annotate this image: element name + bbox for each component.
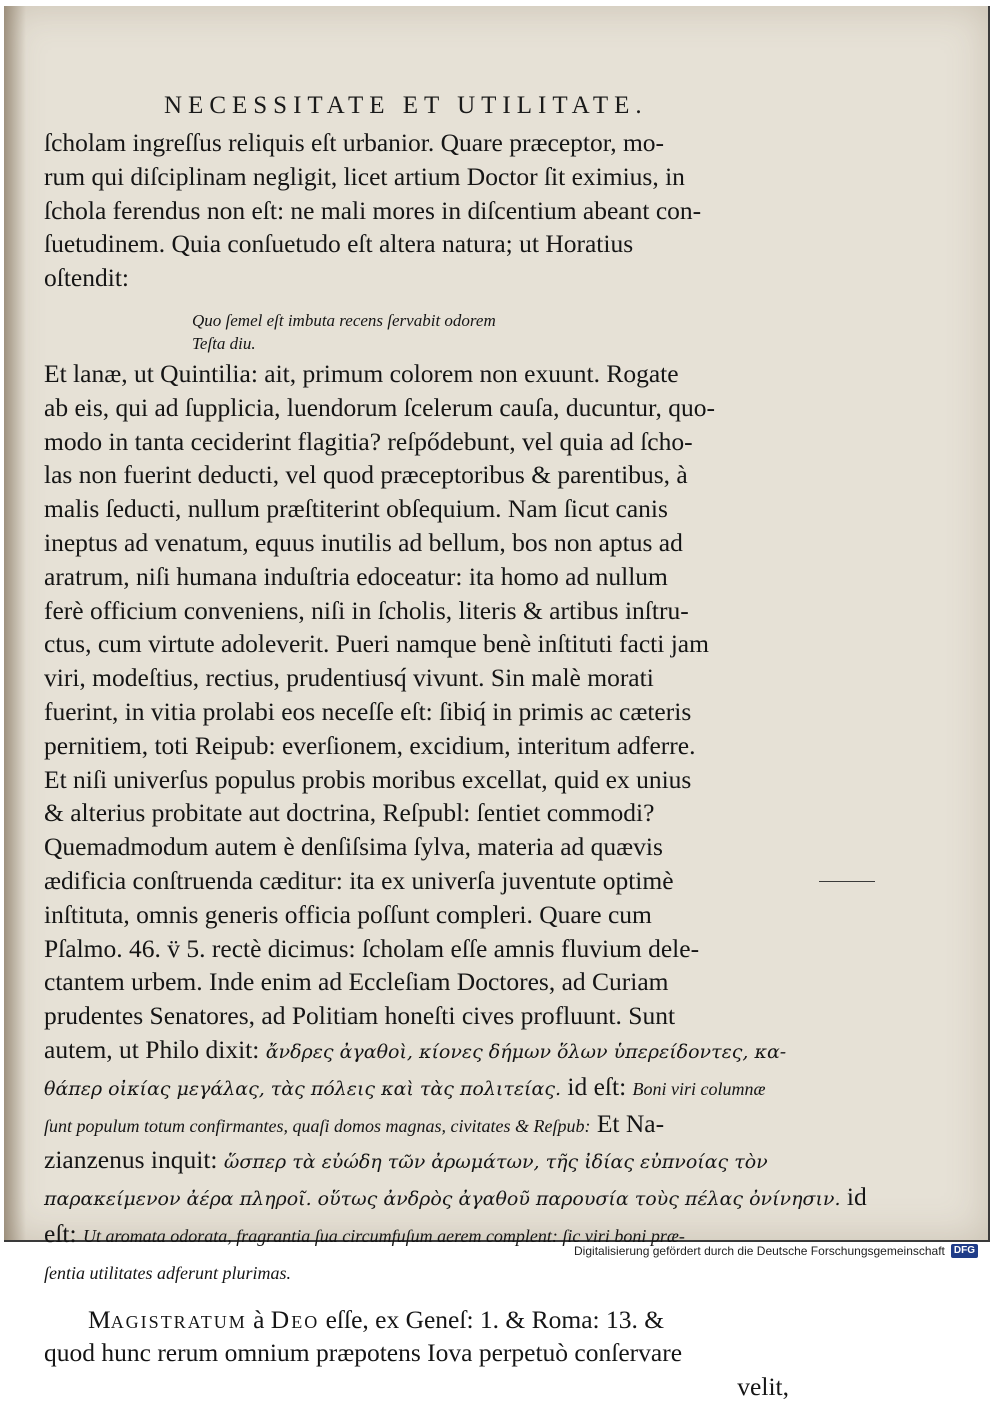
greek-text: ἄνδρες ἀγαθοὶ, κίονες δήμων ὅλων ὑπερείδοντες, κα- (265, 1040, 787, 1063)
text-span: eſt: (44, 1218, 83, 1248)
text-line: viri, modeſtius, rectius, prudentiusq́ vivunt. Sin malè morati (44, 663, 654, 693)
text-line: Et lanæ, ut Quintilia: ait, primum colorem non exuunt. Rogate (44, 358, 679, 388)
footer-credit (574, 1244, 978, 1258)
text-line: Pſalmo. 46. v̈ 5. rectè dicimus: ſcholam eſſe amnis fluvium dele- (44, 933, 700, 963)
text-line: ferè officium conveniens, niſi in ſcholis, literis & artibus inſtru- (44, 595, 689, 625)
greek-text: θάπερ οἰκίας μεγάλας, τὰς πόλεις καὶ τὰς πολιτείας. (44, 1077, 561, 1100)
running-head: NECESSITATE ET UTILITATE. (164, 92, 648, 119)
text-line: Quemadmodum autem è denſiſsima ſylva, materia ad quævis (44, 832, 663, 862)
text-line: modo in tanta ceciderint flagitia? reſpődebunt, vel quia ad ſcho- (44, 426, 693, 456)
horace-quotation (44, 295, 789, 357)
text-line: fuerint, in vitia prolabi eos neceſſe eſt: ſibiq́ in primis ac cæteris (44, 696, 692, 726)
text-line: ſcholam ingreſſus reliquis eſt urbanior. Quare præceptor, mo- (44, 128, 665, 157)
catchword: velit, (737, 1372, 789, 1402)
text-span: Et Na- (590, 1108, 665, 1138)
latin-italic-text: Ut aromata odorata, fragrantia ſua circumfuſum aerem complent: ſic viri boni præ- (82, 1225, 685, 1246)
text-line: ſchola ferendus non eſt: ne mali mores in diſcentium abeant con- (44, 195, 702, 225)
latin-italic-text: ſunt populum totum confirmantes, quaſi domos magnas, civitates & Reſpub: (44, 1115, 591, 1136)
text-line: Et niſi univerſus populus probis moribus excellat, quid ex unius (44, 764, 692, 794)
text-span: zianzenus inquit: (44, 1145, 224, 1175)
text-span: id (840, 1182, 867, 1212)
text-line: pernitiem, toti Reipub: everſionem, excidium, interitum adferre. (44, 730, 696, 760)
text-line: las non fuerint deducti, vel quod præceptoribus & parentibus, à (44, 460, 688, 490)
text-span: autem, ut Philo dixit: (44, 1034, 266, 1064)
greek-text: παρακείμενον ἀέρα πληροῖ. οὕτως ἀνδρὸς ἀγαθοῦ παρουσία τοὺς πέλας ὀνίνησιν. (44, 1188, 841, 1211)
greek-text: ὥσπερ τὰ εὐώδη τῶν ἀρωμάτων, τῆς ἰδίας εὐπνοίας τὸν (223, 1151, 768, 1174)
margin-pencil-mark (819, 881, 875, 882)
text-line (44, 1303, 789, 1337)
paragraph-gap (44, 1291, 789, 1303)
text-line: & alterius probitate aut doctrina, Reſpubl: ſentiet commodi? (44, 798, 655, 828)
latin-italic-text: ſentia utilitates adferunt plurimas. (44, 1262, 291, 1283)
text-line (44, 1070, 789, 1107)
text-line: ab eis, qui ad ſupplicia, luendorum ſcelerum cauſa, ducuntur, quo- (44, 392, 715, 422)
text-line (44, 1107, 789, 1144)
text-line: oſtendit: (44, 263, 129, 293)
text-line (44, 1180, 867, 1217)
initial-letter: M (88, 1304, 111, 1334)
text-line: ſuetudinem. Quia conſuetudo eſt altera natura; ut Horatius (44, 229, 634, 259)
text-line: inſtituta, omnis generis officia poſſunt compleri. Quare cum (44, 899, 652, 929)
quote-line: Quo ſemel eſt imbuta recens ſervabit odorem (192, 310, 496, 330)
text-line: quod hunc rerum omnium præpotens Iova perpetuò conſervare (44, 1338, 683, 1368)
smallcaps-deo: Deo (270, 1304, 320, 1334)
text-line: aratrum, niſi humana induſtria edoceatur: ita homo ad nullum (44, 561, 668, 591)
text-span: id eſt: (561, 1071, 633, 1101)
body-text (44, 126, 867, 1404)
text-line: rum qui diſciplinam negligit, licet artium Doctor ſit eximius, in (44, 161, 685, 191)
footer-text: Digitalisierung gefördert durch die Deutsche Forschungsgemeinschaft (574, 1244, 945, 1258)
text-line: prudentes Senatores, ad Politiam honeſti cives profluunt. Sunt (44, 1001, 676, 1031)
text-line (44, 1143, 789, 1180)
text-line: ctantem urbem. Inde enim ad Eccleſiam Doctores, ad Curiam (44, 967, 669, 997)
smallcaps-word: agistratum (110, 1304, 247, 1334)
paragraph-magistratum (44, 1303, 789, 1404)
text-span: à (246, 1304, 271, 1334)
latin-italic-text: Boni viri columnæ (632, 1078, 766, 1099)
text-line: ineptus ad venatum, equus inutilis ad bellum, bos non aptus ad (44, 527, 683, 557)
dfg-logo-icon: DFG (951, 1244, 978, 1258)
paragraph-main (44, 357, 789, 1033)
paragraph-opening (44, 126, 789, 295)
text-line: ctus, cum virtute adoleverit. Pueri namque benè inſtituti facti jam (44, 629, 709, 659)
text-line (44, 1033, 789, 1070)
text-line (44, 1254, 789, 1291)
text-span: eſſe, ex Geneſ: 1. & Roma: 13. & (319, 1304, 665, 1334)
text-line: ædificia conſtruenda cæditur: ita ex univerſa juventute optimè (44, 865, 674, 895)
quote-line: Teſta diu. (192, 333, 256, 353)
text-line: malis ſeducti, nullum præſtiterint obſequium. Nam ſicut canis (44, 494, 668, 524)
